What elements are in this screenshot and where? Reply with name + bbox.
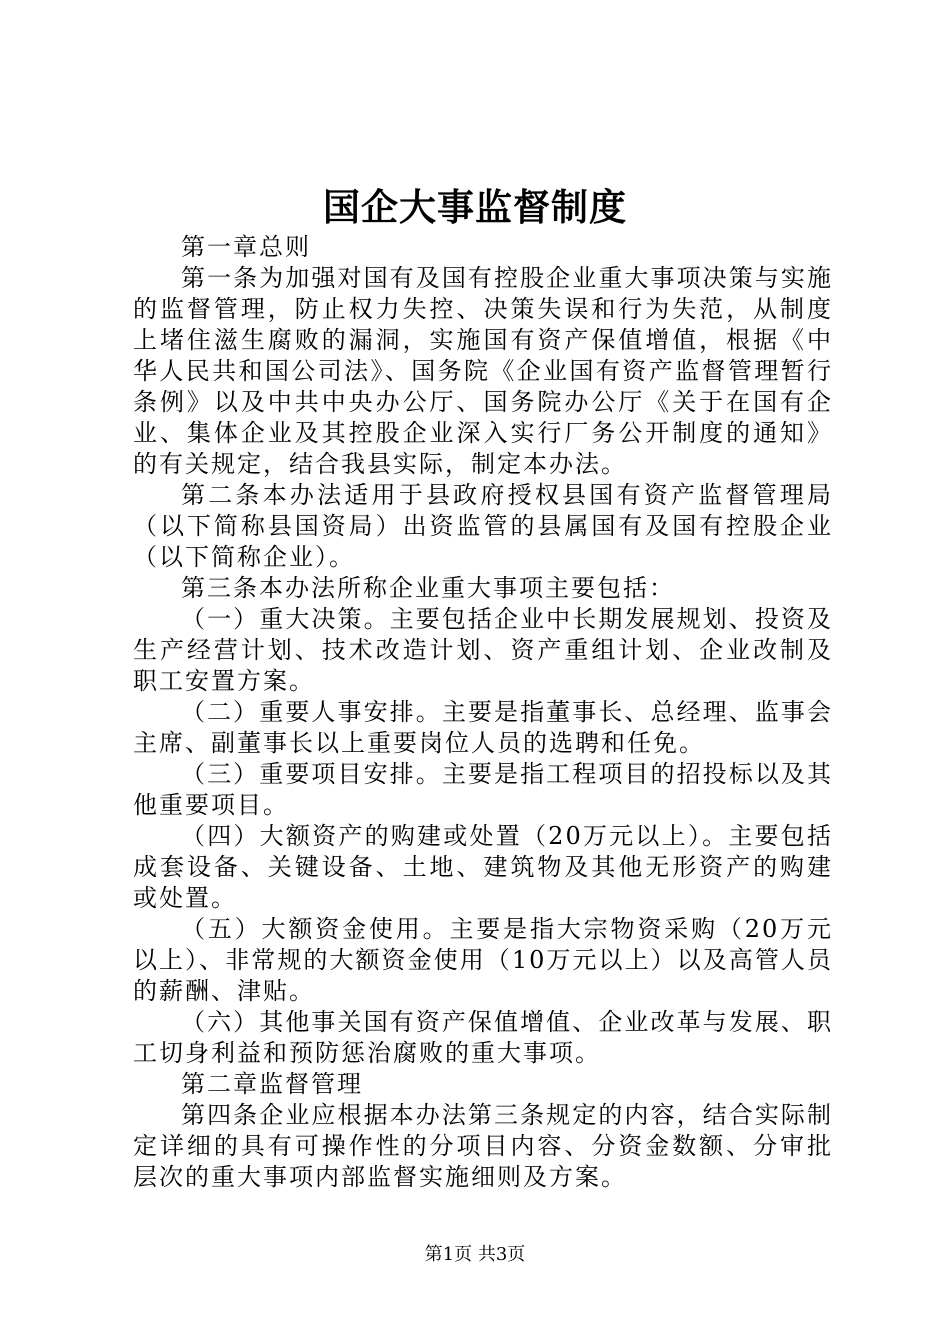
document-body (133, 232, 833, 1193)
list-item: （五）大额资金使用。主要是指大宗物资采购（20万元以上）、非常规的大额资金使用（10万元以上）以及高管人员的薪酬、津贴。 (133, 915, 833, 1005)
list-item: （三）重要项目安排。主要是指工程项目的招投标以及其他重要项目。 (133, 760, 833, 819)
list-item: （二）重要人事安排。主要是指董事长、总经理、监事会主席、副董事长以上重要岗位人员的选聘和任免。 (133, 698, 833, 757)
page-number: 第1页 共3页 (424, 1244, 526, 1265)
article-paragraph: 第一条为加强对国有及国有控股企业重大事项决策与实施的监督管理，防止权力失控、决策失误和行为失范，从制度上堵住滋生腐败的漏洞，实施国有资产保值增值，根据《中华人民共和国公司法》、国务院《企业国有资产监督管理暂行条例》以及中共中央办公厅、国务院办公厅《关于在国有企业、集体企业及其控股企业深入实行厂务公开制度的通知》的有关规定，结合我县实际，制定本办法。 (133, 264, 833, 478)
chapter-heading: 第一章总则 (181, 233, 311, 261)
list-item: （四）大额资产的购建或处置（20万元以上）。主要包括成套设备、关键设备、土地、建筑物及其他无形资产的购建或处置。 (133, 822, 833, 912)
list-item: （一）重大决策。主要包括企业中长期发展规划、投资及生产经营计划、技术改造计划、资产重组计划、企业改制及职工安置方案。 (133, 605, 833, 695)
article-paragraph: 第二条本办法适用于县政府授权县国有资产监督管理局（以下简称县国资局）出资监管的县属国有及国有控股企业（以下简称企业）。 (133, 481, 833, 571)
article-paragraph: 第三条本办法所称企业重大事项主要包括： (181, 574, 675, 602)
list-item: （六）其他事关国有资产保值增值、企业改革与发展、职工切身利益和预防惩治腐败的重大事项。 (133, 1008, 833, 1067)
article-paragraph: 第四条企业应根据本办法第三条规定的内容，结合实际制定详细的具有可操作性的分项目内容、分资金数额、分审批层次的重大事项内部监督实施细则及方案。 (133, 1101, 833, 1191)
chapter-heading: 第二章监督管理 (181, 1070, 363, 1098)
document-title: 国企大事监督制度 (323, 185, 627, 229)
